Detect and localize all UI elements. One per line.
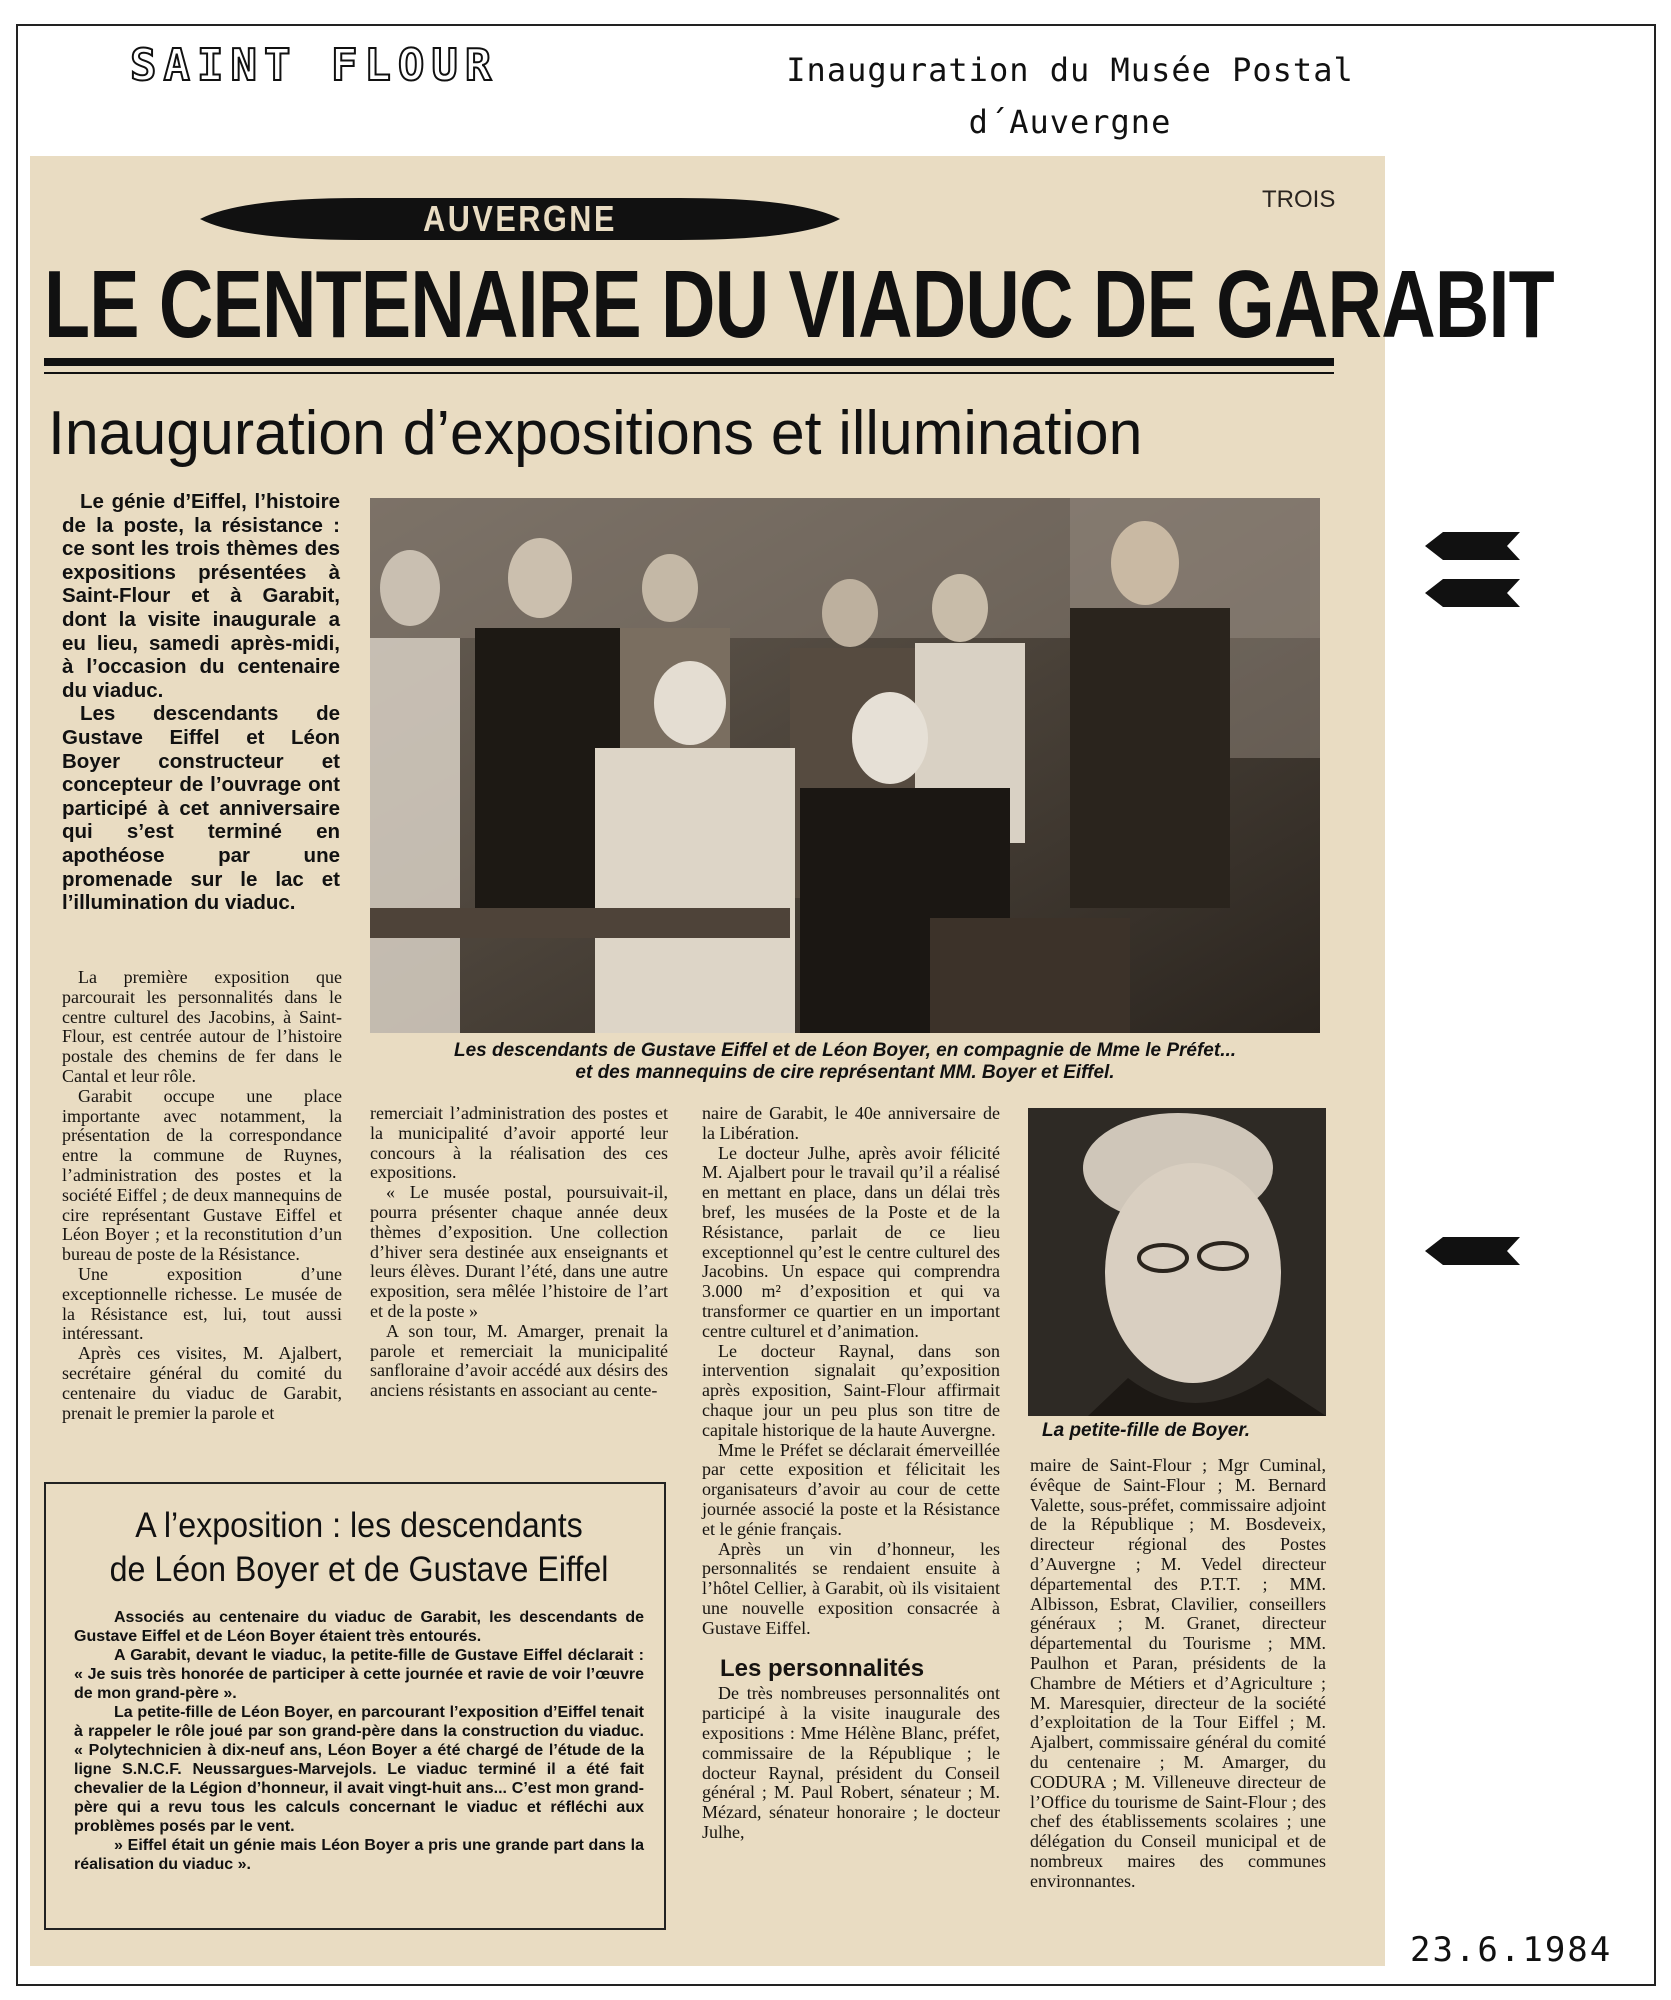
sidebar-paragraph: A Garabit, devant le viaduc, la petite-fille de Gustave Eiffel déclarait : « Je suis très honorée de participer à cette journée et ravie de voir l’œuvre de mon grand-père ». — [74, 1647, 644, 1702]
sidebar-paragraph: La petite-fille de Léon Boyer, en parcourant l’exposition d’Eiffel tenait à rappeler le rôle joué par son grand-père dans la construction du viaduc. « Polytechnicien à dix-neuf ans, Léon Boyer a été chargé de l’étude de la ligne S.N.C.F. Neussargues-Marvejols. Le viaduc terminé il a été fait chevalier de la Légion d’honneur, il avait vingt-huit ans... C’est mon grand-père qui a revu tous les calculs concernant le viaduc et réfléchi aux problèmes posés par le vent. — [74, 1704, 644, 1835]
article-paragraph: naire de Garabit, le 40e anniversaire de la Libération. — [702, 1103, 1000, 1143]
page-label: TROIS — [1262, 186, 1336, 213]
article-paragraph: La première exposition que parcourait les personnalités dans le centre culturel des Jacobins, à Saint-Flour, est centrée autour de l’histoire postale des chemins de fer dans le Cantal et leur rôle. — [62, 968, 342, 1086]
article-paragraph: maire de Saint-Flour ; Mgr Cuminal, évêque de Saint-Flour ; M. Bernard Valette, sous-préfet, commissaire adjoint de la République ; M. Bosdeveix, directeur régional des Postes d’Auvergne ; M. Vedel directeur départemental des P.T.T. ; MM. Albisson, Esbrat, Clavilier, conseillers généraux ; M. Granet, directeur départemental du Tourisme ; MM. Paulhon et Paran, présidents de la Chambre de Métiers et d’Agriculture ; M. Maresquier, directeur de la société d’exploitation de la Tour Eiffel ; M. Ajalbert, commissaire général du comité du centenaire ; M. Amarger, du CODURA ; M. Villeneuve directeur de l’Office du tourisme de Saint-Flour ; des chef des établissements scolaires ; une délégation du Conseil municipal et de nombreux maires des communes environnantes. — [1030, 1455, 1326, 1891]
article-column-1 — [62, 968, 342, 1438]
section-heading-personnalites: Les personnalités — [720, 1654, 925, 1682]
arrow-marker-icon — [1425, 1235, 1520, 1267]
article-column-2 — [370, 1104, 668, 1440]
article-paragraph: Garabit occupe une place importante avec notamment, la présentation de la correspondance entre la commune de Ruynes, l’administration des postes et la société Eiffel ; de deux mannequins de cire représentant Gustave Eiffel et Léon Boyer ; et la reconstitution d’un bureau de poste de la Résistance. — [62, 1085, 342, 1265]
main-photo-caption-line2: et des mannequins de cire représentant MM. Boyer et Eiffel. — [575, 1062, 1115, 1083]
article-paragraph: « Le musée postal, poursuivait-il, pourra présenter chaque année deux thèmes d’exposition. Une collection d’hiver sera destinée aux enseignants et leurs élèves. Durant l’été, dans une autre exposition, sera mêlée l’histoire de l’art et de la poste » — [370, 1182, 668, 1321]
side-photo-caption: La petite-fille de Boyer. — [1042, 1420, 1250, 1441]
main-photo — [370, 498, 1320, 1033]
section-banner — [200, 196, 840, 242]
article-paragraph: Le docteur Raynal, dans son intervention signalait qu’exposition après exposition, Saint-Flour affirmait chaque jour un peu plus son titre de capitale historique de la haute Auvergne. — [702, 1340, 1000, 1440]
lead-paragraph: Le génie d’Eiffel, l’histoire de la poste, la résistance : ce sont les trois thèmes des expositions présentées à Saint-Flour et à Garabit, dont la visite inaugurale a eu lieu, samedi après-midi, à l’occasion du centenaire du viaduc. — [62, 490, 340, 702]
stamp-date: 23.6.1984 — [1410, 1930, 1613, 1970]
main-photo-caption — [370, 1040, 1320, 1084]
stamp-title — [760, 44, 1380, 148]
article-paragraph: Après un vin d’honneur, les personnalités se rendaient ensuite à l’hôtel Cellier, à Garabit, où ils visitaient une nouvelle exposition consacrée à Gustave Eiffel. — [702, 1538, 1000, 1638]
main-photo-caption-line1: Les descendants de Gustave Eiffel et de Léon Boyer, en compagnie de Mme le Préfet... — [453, 1040, 1237, 1061]
headline-rule-thin — [44, 372, 1334, 374]
lead-paragraph: Les descendants de Gustave Eiffel et Léon Boyer constructeur et concepteur de l’ouvrage ont participé à cet anniversaire qui s’est terminé en apothéose par une promenade sur le lac et l’illumination du viaduc. — [62, 702, 340, 915]
stamp-title-line1: Inauguration du Musée Postal — [786, 51, 1354, 89]
article-paragraph: Une exposition d’une exceptionnelle richesse. Le musée de la Résistance est, lui, tout aussi intéressant. — [62, 1263, 342, 1344]
sidebar-box-body — [74, 1608, 644, 1874]
side-photo — [1028, 1108, 1326, 1416]
arrow-marker-icon — [1425, 530, 1520, 562]
lead-paragraphs — [62, 490, 340, 915]
sidebar-box-title-line2: de Léon Boyer et de Gustave Eiffel — [109, 1550, 609, 1589]
stamp-city: SAINT FLOUR — [130, 40, 499, 91]
article-paragraph: remerciait l’administration des postes et la municipalité d’avoir apporté leur concours à la réalisation des ces expositions. — [370, 1104, 668, 1183]
sidebar-paragraph: Associés au centenaire du viaduc de Garabit, les descendants de Gustave Eiffel et de Léon Boyer étaient très entourés. — [74, 1609, 644, 1645]
side-photo-image — [1028, 1108, 1326, 1416]
article-paragraph: Mme le Préfet se déclarait émerveillée par cette exposition et félicitait les organisateurs d’avoir au cour de cette journée associé la poste et la Résistance et le génie français. — [702, 1439, 1000, 1539]
sidebar-paragraph: » Eiffel était un génie mais Léon Boyer a pris une grande part dans la réalisation du viaduc ». — [74, 1837, 644, 1873]
subheadline: Inauguration d’expositions et illumination — [48, 399, 1143, 468]
article-column-4 — [1030, 1456, 1326, 1892]
sidebar-box-title — [97, 1504, 621, 1592]
sidebar-box — [44, 1482, 666, 1930]
article-paragraph: Le docteur Julhe, après avoir félicité M. Ajalbert pour le travail qu’il a réalisé en mettant en place, dans un délai très bref, les musées de la Poste et de la Résistance, parlait de ce lieu exceptionnel qu’est le centre culturel des Jacobins. Un espace qui comprendra 3.000 m² d’exposition et qui va transformer ce quartier en un important centre culturel et d’animation. — [702, 1142, 1000, 1341]
article-paragraph: Après ces visites, M. Ajalbert, secrétaire général du comité du centenaire du viaduc de Garabit, prenait le premier la parole et — [62, 1343, 342, 1423]
article-paragraph: De très nombreuses personnalités ont participé à la visite inaugurale des expositions : Mme Hélène Blanc, préfet, commissaire de la République ; le docteur Raynal, président du Conseil général ; M. Paul Robert, sénateur ; M. Mézard, sénateur honoraire ; le docteur Julhe, — [702, 1683, 1000, 1842]
main-photo-image — [370, 498, 1320, 1033]
headline: LE CENTENAIRE DU VIADUC DE GARABIT — [44, 251, 1554, 358]
article-paragraph: A son tour, M. Amarger, prenait la parole et remerciait la municipalité sanfloraine d’avoir accédé aux désirs des anciens résistants en associant au cente- — [370, 1320, 668, 1401]
article-column-3 — [702, 1104, 1000, 1843]
section-label: AUVERGNE — [423, 198, 617, 239]
arrow-marker-icon — [1425, 577, 1520, 609]
headline-rule — [44, 358, 1334, 366]
sidebar-box-title-line1: A l’exposition : les descendants — [135, 1506, 583, 1545]
stamp-title-line2: d´Auvergne — [968, 103, 1172, 141]
